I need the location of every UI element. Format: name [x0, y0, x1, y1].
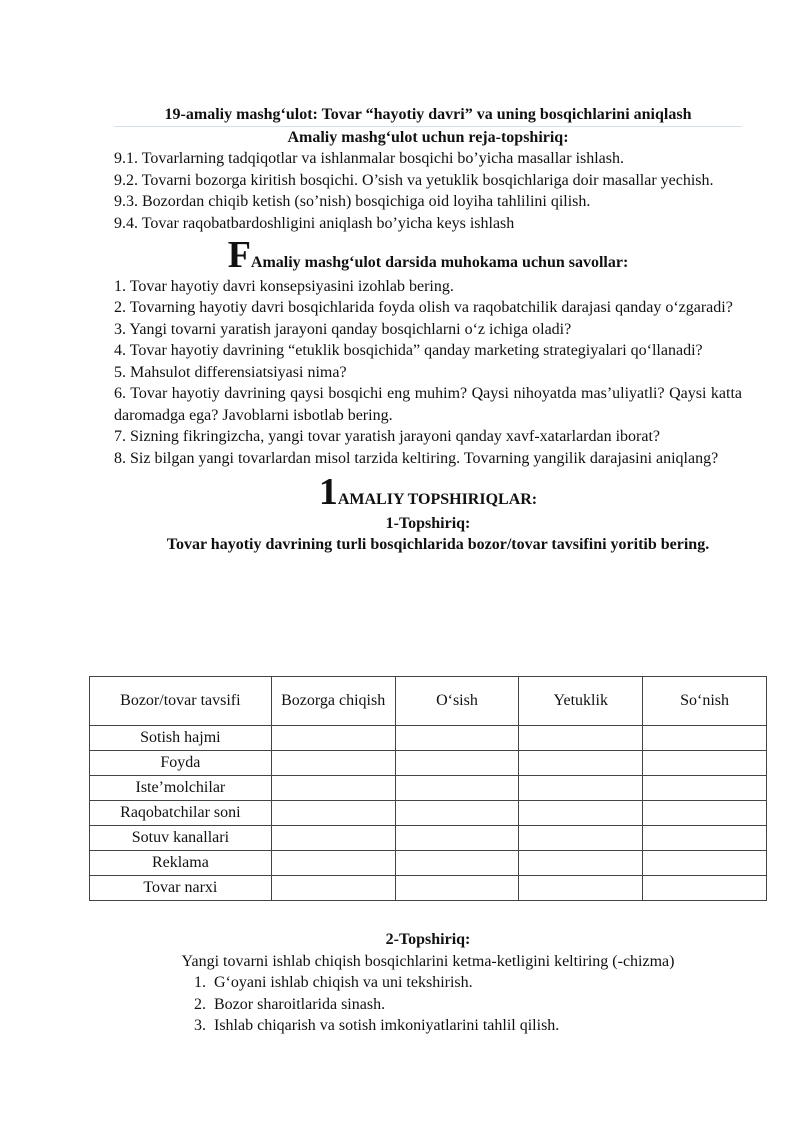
tasks-heading-line — [114, 471, 742, 513]
row-label: Tovar narxi — [90, 876, 272, 901]
task2-description: Yangi tovarni ishlab chiqish bosqichlarini ketma-ketligini keltiring (-chizma) — [181, 952, 675, 970]
row-label: Iste’molchilar — [90, 776, 272, 801]
questions-heading: Amaliy mashg‘ulot darsida muhokama uchun savollar: — [250, 254, 629, 271]
table-header-cell: O‘sish — [395, 677, 519, 726]
plan-item: 9.3. Bozordan chiqib ketish (so’nish) bosqichiga oid loyiha tahlilini qilish. — [114, 193, 591, 210]
table-cell[interactable] — [271, 826, 395, 851]
lifecycle-table — [89, 676, 767, 901]
table-row — [90, 851, 767, 876]
table-cell[interactable] — [271, 726, 395, 751]
question-item: 6. Tovar hayotiy davrining qaysi bosqichi eng muhim? Qaysi nihoyatda mas’uliyatli? Qaysi katta daromadga ega? Javoblarni isbotlab bering. — [114, 385, 742, 424]
table-cell[interactable] — [271, 876, 395, 901]
table-cell[interactable] — [643, 801, 767, 826]
table-header-cell: Yetuklik — [519, 677, 643, 726]
table-cell[interactable] — [519, 751, 643, 776]
table-cell[interactable] — [519, 776, 643, 801]
table-row — [90, 726, 767, 751]
task2-heading: 2-Topshiriq: — [385, 931, 471, 948]
question-item: 4. Tovar hayotiy davrining “etuklik bosqichida” qanday marketing strategiyalari qo‘llanadi? — [114, 342, 703, 359]
table-cell[interactable] — [271, 851, 395, 876]
document-body — [114, 104, 742, 556]
table-cell[interactable] — [643, 876, 767, 901]
question-item: 2. Tovarning hayotiy davri bosqichlarida foyda olish va raqobatchilik darajasi qanday o‘zgaradi? — [114, 299, 733, 316]
table-cell[interactable] — [395, 826, 519, 851]
question-item: 7. Sizning fikringizcha, yangi tovar yaratish jarayoni qanday xavf-xatarlardan iborat? — [114, 428, 661, 445]
task2-section — [114, 929, 742, 1037]
table-header-cell: So‘nish — [643, 677, 767, 726]
row-label: Sotish hajmi — [90, 726, 272, 751]
table-cell[interactable] — [519, 876, 643, 901]
table-cell[interactable] — [643, 726, 767, 751]
row-label: Foyda — [90, 751, 272, 776]
table-cell[interactable] — [395, 801, 519, 826]
table-row — [90, 876, 767, 901]
questions-list — [114, 276, 742, 470]
table-cell[interactable] — [519, 851, 643, 876]
table-row — [90, 826, 767, 851]
task1-heading: 1-Topshiriq: — [385, 514, 471, 532]
table-header-cell: Bozorga chiqish — [271, 677, 395, 726]
task1-description: Tovar hayotiy davrining turli bosqichlarida bozor/tovar tavsifini yoritib bering. — [166, 536, 710, 553]
question-item: 8. Siz bilgan yangi tovarlardan misol tarzida keltiring. Tovarning yangilik darajasini aniqlang? — [114, 449, 719, 467]
plan-list — [114, 148, 742, 234]
table-cell[interactable] — [395, 726, 519, 751]
table-header-cell: Bozor/tovar tavsifi — [90, 677, 272, 726]
questions-heading-line — [114, 234, 742, 276]
dropcap-number: 1 — [318, 471, 338, 513]
tasks-heading: AMALIY TOPSHIRIQLAR: — [337, 491, 538, 508]
table-cell[interactable] — [271, 751, 395, 776]
table-cell[interactable] — [395, 851, 519, 876]
table-header-row — [90, 677, 767, 726]
table-cell[interactable] — [395, 876, 519, 901]
table-cell[interactable] — [519, 826, 643, 851]
list-item: 3. Ishlab chiqarish va sotish imkoniyatlarini tahlil qilish. — [210, 1015, 742, 1037]
table-cell[interactable] — [271, 776, 395, 801]
plan-item: 9.1. Tovarlarning tadqiqotlar va ishlanmalar bosqichi bo’yicha masallar ishlash. — [114, 150, 625, 167]
list-item: 1. G‘oyani ishlab chiqish va uni tekshirish. — [210, 972, 742, 994]
question-item: 5. Mahsulot differensiatsiyasi nima? — [114, 363, 347, 381]
question-item: 3. Yangi tovarni yaratish jarayoni qanday bosqichlarni o‘z ichiga oladi? — [114, 320, 572, 338]
table-cell[interactable] — [395, 751, 519, 776]
table-cell[interactable] — [395, 776, 519, 801]
row-label: Raqobatchilar soni — [90, 801, 272, 826]
document-title: 19-amaliy mashg‘ulot: Tovar “hayotiy davri” va uning bosqichlarini aniqlash — [114, 104, 742, 127]
dropcap-letter: F — [227, 234, 251, 276]
row-label: Reklama — [90, 851, 272, 876]
plan-item: 9.2. Tovarni bozorga kiritish bosqichi. O’sish va yetuklik bosqichlariga doir masallar yechish. — [114, 171, 714, 189]
table-row — [90, 801, 767, 826]
table-cell[interactable] — [643, 826, 767, 851]
plan-heading: Amaliy mashg‘ulot uchun reja-topshiriq: — [287, 128, 569, 146]
question-item: 1. Tovar hayotiy davri konsepsiyasini izohlab bering. — [114, 277, 454, 295]
table-cell[interactable] — [643, 751, 767, 776]
table-cell[interactable] — [643, 776, 767, 801]
row-label: Sotuv kanallari — [90, 826, 272, 851]
list-item: 2. Bozor sharoitlarida sinash. — [210, 994, 742, 1016]
table-cell[interactable] — [271, 801, 395, 826]
table-cell[interactable] — [643, 851, 767, 876]
task2-steps — [114, 972, 742, 1037]
table-cell[interactable] — [519, 726, 643, 751]
table-cell[interactable] — [519, 801, 643, 826]
table-row — [90, 776, 767, 801]
plan-item: 9.4. Tovar raqobatbardoshligini aniqlash bo’yicha keys ishlash — [114, 214, 515, 232]
table-row — [90, 751, 767, 776]
